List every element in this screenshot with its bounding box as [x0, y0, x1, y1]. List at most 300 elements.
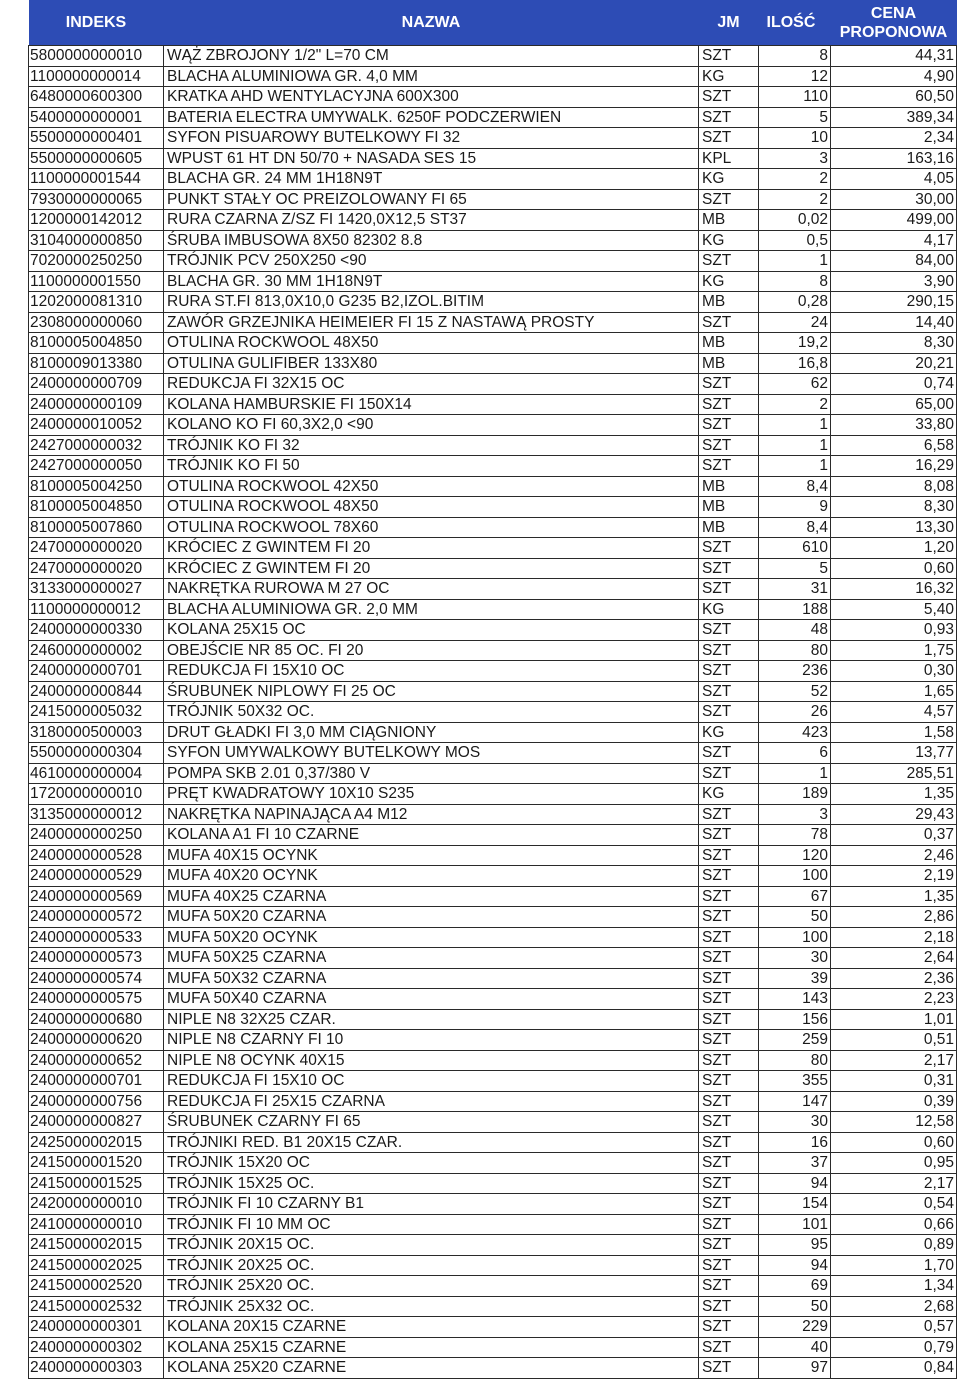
cell-price: 2,68	[831, 1296, 957, 1317]
cell-price: 0,84	[831, 1358, 957, 1379]
table-row	[29, 1276, 957, 1297]
table-row	[29, 312, 957, 333]
cell-index: 2400000000844	[29, 681, 164, 702]
cell-unit: SZT	[699, 866, 759, 887]
cell-unit: SZT	[699, 1091, 759, 1112]
cell-name: REDUKCJA FI 25X15 CZARNA	[164, 1091, 699, 1112]
cell-quantity: 188	[759, 599, 831, 620]
header-price	[831, 0, 957, 46]
cell-quantity: 80	[759, 640, 831, 661]
table-row	[29, 271, 957, 292]
cell-name: MUFA 40X15 OCYNK	[164, 845, 699, 866]
cell-name: KOLANA 20X15 CZARNE	[164, 1317, 699, 1338]
cell-price: 499,00	[831, 210, 957, 231]
cell-unit: SZT	[699, 1276, 759, 1297]
cell-name: OTULINA ROCKWOOL 78X60	[164, 517, 699, 538]
table-header	[29, 0, 957, 46]
cell-index: 1100000001544	[29, 169, 164, 190]
cell-quantity: 19,2	[759, 333, 831, 354]
cell-index: 2400000000573	[29, 948, 164, 969]
cell-price: 8,30	[831, 333, 957, 354]
table-row	[29, 886, 957, 907]
cell-price: 2,36	[831, 968, 957, 989]
cell-name: KOLANA HAMBURSKIE FI 150X14	[164, 394, 699, 415]
cell-quantity: 31	[759, 579, 831, 600]
cell-quantity: 24	[759, 312, 831, 333]
table-row	[29, 1050, 957, 1071]
table-row	[29, 743, 957, 764]
cell-name: OTULINA ROCKWOOL 42X50	[164, 476, 699, 497]
cell-quantity: 120	[759, 845, 831, 866]
cell-unit: SZT	[699, 1194, 759, 1215]
table-row	[29, 640, 957, 661]
cell-unit: SZT	[699, 845, 759, 866]
cell-index: 2400000000569	[29, 886, 164, 907]
table-row	[29, 968, 957, 989]
table-row	[29, 825, 957, 846]
cell-price: 65,00	[831, 394, 957, 415]
cell-name: BLACHA ALUMINIOWA GR. 4,0 MM	[164, 66, 699, 87]
cell-index: 2400000000652	[29, 1050, 164, 1071]
cell-name: TRÓJNIK 15X20 OC	[164, 1153, 699, 1174]
cell-price: 44,31	[831, 46, 957, 67]
cell-unit: SZT	[699, 558, 759, 579]
cell-unit: SZT	[699, 1112, 759, 1133]
cell-quantity: 0,28	[759, 292, 831, 313]
cell-index: 2415000002015	[29, 1235, 164, 1256]
cell-unit: SZT	[699, 394, 759, 415]
cell-name: MUFA 50X20 OCYNK	[164, 927, 699, 948]
cell-unit: MB	[699, 476, 759, 497]
cell-unit: SZT	[699, 1153, 759, 1174]
cell-price: 0,31	[831, 1071, 957, 1092]
cell-name: ZAWÓR GRZEJNIKA HEIMEIER FI 15 Z NASTAWĄ PROSTY	[164, 312, 699, 333]
cell-name: KOLANA 25X15 CZARNE	[164, 1337, 699, 1358]
cell-index: 5500000000401	[29, 128, 164, 149]
cell-unit: SZT	[699, 456, 759, 477]
cell-unit: SZT	[699, 579, 759, 600]
cell-quantity: 0,02	[759, 210, 831, 231]
cell-index: 1202000081310	[29, 292, 164, 313]
cell-index: 2415000001520	[29, 1153, 164, 1174]
table-row	[29, 1132, 957, 1153]
table-row	[29, 702, 957, 723]
cell-unit: SZT	[699, 948, 759, 969]
cell-quantity: 100	[759, 927, 831, 948]
cell-index: 3135000000012	[29, 804, 164, 825]
cell-index: 2425000002015	[29, 1132, 164, 1153]
cell-name: KOLANO KO FI 60,3X2,0 <90	[164, 415, 699, 436]
cell-unit: KPL	[699, 148, 759, 169]
cell-unit: SZT	[699, 312, 759, 333]
cell-quantity: 39	[759, 968, 831, 989]
table-row	[29, 333, 957, 354]
cell-price: 0,95	[831, 1153, 957, 1174]
cell-price: 0,89	[831, 1235, 957, 1256]
cell-quantity: 3	[759, 148, 831, 169]
cell-name: TRÓJNIK KO FI 32	[164, 435, 699, 456]
cell-index: 2400000000827	[29, 1112, 164, 1133]
cell-quantity: 610	[759, 538, 831, 559]
header-unit: JM	[699, 0, 759, 46]
cell-index: 3104000000850	[29, 230, 164, 251]
cell-quantity: 1	[759, 456, 831, 477]
cell-index: 2400000000533	[29, 927, 164, 948]
table-row	[29, 599, 957, 620]
cell-price: 8,08	[831, 476, 957, 497]
cell-price: 1,35	[831, 784, 957, 805]
cell-quantity: 101	[759, 1214, 831, 1235]
cell-quantity: 229	[759, 1317, 831, 1338]
cell-index: 2427000000032	[29, 435, 164, 456]
cell-quantity: 1	[759, 435, 831, 456]
cell-name: KRÓCIEC Z GWINTEM FI 20	[164, 558, 699, 579]
cell-quantity: 10	[759, 128, 831, 149]
cell-price: 1,75	[831, 640, 957, 661]
cell-quantity: 8,4	[759, 517, 831, 538]
cell-name: DRUT GŁADKI FI 3,0 MM CIĄGNIONY	[164, 722, 699, 743]
cell-quantity: 62	[759, 374, 831, 395]
cell-index: 1100000000014	[29, 66, 164, 87]
cell-name: BLACHA GR. 30 MM 1H18N9T	[164, 271, 699, 292]
cell-quantity: 30	[759, 1112, 831, 1133]
cell-unit: SZT	[699, 1337, 759, 1358]
table-row	[29, 394, 957, 415]
cell-name: REDUKCJA FI 15X10 OC	[164, 1071, 699, 1092]
table-row	[29, 1009, 957, 1030]
cell-quantity: 40	[759, 1337, 831, 1358]
header-row	[29, 0, 957, 46]
cell-quantity: 80	[759, 1050, 831, 1071]
cell-index: 2415000005032	[29, 702, 164, 723]
cell-price: 163,16	[831, 148, 957, 169]
cell-unit: SZT	[699, 743, 759, 764]
cell-unit: MB	[699, 353, 759, 374]
cell-name: OTULINA ROCKWOOL 48X50	[164, 333, 699, 354]
cell-index: 5400000000001	[29, 107, 164, 128]
table-row	[29, 661, 957, 682]
cell-quantity: 16	[759, 1132, 831, 1153]
cell-name: ŚRUBUNEK CZARNY FI 65	[164, 1112, 699, 1133]
cell-name: BATERIA ELECTRA UMYWALK. 6250F PODCZERWIEN	[164, 107, 699, 128]
cell-unit: SZT	[699, 1358, 759, 1379]
cell-quantity: 5	[759, 107, 831, 128]
cell-name: TRÓJNIK PCV 250X250 <90	[164, 251, 699, 272]
cell-unit: SZT	[699, 251, 759, 272]
cell-price: 1,58	[831, 722, 957, 743]
cell-index: 2400000000575	[29, 989, 164, 1010]
cell-price: 0,54	[831, 1194, 957, 1215]
cell-index: 2400000000301	[29, 1317, 164, 1338]
cell-price: 1,70	[831, 1255, 957, 1276]
cell-quantity: 12	[759, 66, 831, 87]
cell-index: 2400000000330	[29, 620, 164, 641]
cell-unit: SZT	[699, 1235, 759, 1256]
cell-price: 4,57	[831, 702, 957, 723]
cell-price: 2,46	[831, 845, 957, 866]
cell-quantity: 52	[759, 681, 831, 702]
cell-price: 1,20	[831, 538, 957, 559]
cell-index: 6480000600300	[29, 87, 164, 108]
cell-unit: KG	[699, 271, 759, 292]
cell-index: 8100005004850	[29, 497, 164, 518]
cell-unit: SZT	[699, 681, 759, 702]
header-index: INDEKS	[29, 0, 164, 46]
cell-unit: SZT	[699, 763, 759, 784]
cell-index: 8100005004250	[29, 476, 164, 497]
table-row	[29, 907, 957, 928]
cell-unit: SZT	[699, 825, 759, 846]
table-body	[29, 46, 957, 1379]
cell-index: 2400000000620	[29, 1030, 164, 1051]
cell-quantity: 67	[759, 886, 831, 907]
cell-index: 1100000001550	[29, 271, 164, 292]
cell-quantity: 78	[759, 825, 831, 846]
cell-name: REDUKCJA FI 32X15 OC	[164, 374, 699, 395]
cell-unit: SZT	[699, 46, 759, 67]
cell-quantity: 69	[759, 1276, 831, 1297]
cell-price: 2,34	[831, 128, 957, 149]
cell-name: NIPLE N8 OCYNK 40X15	[164, 1050, 699, 1071]
cell-price: 2,23	[831, 989, 957, 1010]
cell-name: TRÓJNIK 25X20 OC.	[164, 1276, 699, 1297]
cell-name: RURA CZARNA Z/SZ FI 1420,0X12,5 ST37	[164, 210, 699, 231]
cell-unit: SZT	[699, 989, 759, 1010]
cell-name: MUFA 50X40 CZARNA	[164, 989, 699, 1010]
cell-unit: SZT	[699, 435, 759, 456]
cell-unit: SZT	[699, 804, 759, 825]
cell-quantity: 94	[759, 1173, 831, 1194]
cell-price: 389,34	[831, 107, 957, 128]
cell-price: 4,17	[831, 230, 957, 251]
cell-name: MUFA 40X20 OCYNK	[164, 866, 699, 887]
cell-unit: SZT	[699, 907, 759, 928]
table-row	[29, 46, 957, 67]
cell-name: OTULINA GULIFIBER 133X80	[164, 353, 699, 374]
cell-index: 2470000000020	[29, 538, 164, 559]
cell-index: 2400000000529	[29, 866, 164, 887]
table-row	[29, 456, 957, 477]
cell-quantity: 2	[759, 394, 831, 415]
cell-index: 2400000000303	[29, 1358, 164, 1379]
cell-price: 0,51	[831, 1030, 957, 1051]
cell-quantity: 6	[759, 743, 831, 764]
cell-unit: SZT	[699, 1296, 759, 1317]
cell-index: 2400000000574	[29, 968, 164, 989]
cell-price: 14,40	[831, 312, 957, 333]
cell-index: 8100005007860	[29, 517, 164, 538]
cell-unit: KG	[699, 599, 759, 620]
cell-index: 2400000000109	[29, 394, 164, 415]
table-row	[29, 1173, 957, 1194]
table-row	[29, 1296, 957, 1317]
cell-quantity: 156	[759, 1009, 831, 1030]
cell-index: 8100009013380	[29, 353, 164, 374]
cell-price: 1,65	[831, 681, 957, 702]
cell-price: 0,74	[831, 374, 957, 395]
cell-price: 0,79	[831, 1337, 957, 1358]
cell-unit: SZT	[699, 1255, 759, 1276]
cell-name: NAKRĘTKA NAPINAJĄCA A4 M12	[164, 804, 699, 825]
table-row	[29, 517, 957, 538]
table-row	[29, 66, 957, 87]
cell-name: TRÓJNIK KO FI 50	[164, 456, 699, 477]
header-price-line1: CENA	[870, 4, 917, 22]
cell-name: MUFA 40X25 CZARNA	[164, 886, 699, 907]
cell-unit: SZT	[699, 1071, 759, 1092]
cell-price: 0,66	[831, 1214, 957, 1235]
cell-index: 2410000000010	[29, 1214, 164, 1235]
table-row	[29, 681, 957, 702]
cell-price: 2,18	[831, 927, 957, 948]
cell-quantity: 50	[759, 1296, 831, 1317]
cell-unit: MB	[699, 517, 759, 538]
cell-name: PUNKT STAŁY OC PREIZOLOWANY FI 65	[164, 189, 699, 210]
cell-price: 290,15	[831, 292, 957, 313]
cell-price: 12,58	[831, 1112, 957, 1133]
table-row	[29, 1153, 957, 1174]
cell-name: BLACHA ALUMINIOWA GR. 2,0 MM	[164, 599, 699, 620]
cell-quantity: 97	[759, 1358, 831, 1379]
cell-unit: SZT	[699, 538, 759, 559]
cell-price: 0,30	[831, 661, 957, 682]
cell-quantity: 16,8	[759, 353, 831, 374]
cell-quantity: 3	[759, 804, 831, 825]
cell-price: 0,39	[831, 1091, 957, 1112]
cell-name: TRÓJNIK 20X25 OC.	[164, 1255, 699, 1276]
table-row	[29, 866, 957, 887]
table-row	[29, 292, 957, 313]
cell-name: KRÓCIEC Z GWINTEM FI 20	[164, 538, 699, 559]
table-row	[29, 538, 957, 559]
cell-name: TRÓJNIK FI 10 MM OC	[164, 1214, 699, 1235]
table-row	[29, 374, 957, 395]
cell-unit: MB	[699, 497, 759, 518]
cell-price: 13,30	[831, 517, 957, 538]
cell-quantity: 189	[759, 784, 831, 805]
table-row	[29, 1255, 957, 1276]
cell-quantity: 1	[759, 763, 831, 784]
cell-price: 0,93	[831, 620, 957, 641]
cell-quantity: 110	[759, 87, 831, 108]
cell-unit: SZT	[699, 640, 759, 661]
cell-name: REDUKCJA FI 15X10 OC	[164, 661, 699, 682]
cell-name: NAKRĘTKA RUROWA M 27 OC	[164, 579, 699, 600]
cell-price: 2,19	[831, 866, 957, 887]
cell-unit: MB	[699, 210, 759, 231]
cell-index: 2400000000250	[29, 825, 164, 846]
cell-price: 5,40	[831, 599, 957, 620]
cell-quantity: 2	[759, 169, 831, 190]
cell-price: 84,00	[831, 251, 957, 272]
cell-price: 2,17	[831, 1173, 957, 1194]
table-row	[29, 845, 957, 866]
table-row	[29, 1337, 957, 1358]
cell-unit: KG	[699, 722, 759, 743]
cell-index: 2400000000302	[29, 1337, 164, 1358]
cell-name: KOLANA A1 FI 10 CZARNE	[164, 825, 699, 846]
cell-quantity: 30	[759, 948, 831, 969]
cell-quantity: 1	[759, 251, 831, 272]
cell-index: 2400000000701	[29, 1071, 164, 1092]
table-row	[29, 148, 957, 169]
table-row	[29, 948, 957, 969]
header-quantity: ILOŚĆ	[759, 0, 831, 46]
cell-quantity: 8,4	[759, 476, 831, 497]
cell-unit: SZT	[699, 128, 759, 149]
cell-quantity: 423	[759, 722, 831, 743]
table-row	[29, 1112, 957, 1133]
table-row	[29, 435, 957, 456]
cell-index: 1200000142012	[29, 210, 164, 231]
table-row	[29, 763, 957, 784]
table-row	[29, 804, 957, 825]
cell-index: 2400000000572	[29, 907, 164, 928]
cell-name: ŚRUBUNEK NIPLOWY FI 25 OC	[164, 681, 699, 702]
cell-index: 2308000000060	[29, 312, 164, 333]
cell-name: PRĘT KWADRATOWY 10X10 S235	[164, 784, 699, 805]
cell-price: 4,05	[831, 169, 957, 190]
table-row	[29, 497, 957, 518]
cell-quantity: 50	[759, 907, 831, 928]
cell-name: NIPLE N8 CZARNY FI 10	[164, 1030, 699, 1051]
table-row	[29, 230, 957, 251]
cell-index: 2420000000010	[29, 1194, 164, 1215]
table-row	[29, 189, 957, 210]
cell-name: POMPA SKB 2.01 0,37/380 V	[164, 763, 699, 784]
cell-unit: SZT	[699, 1050, 759, 1071]
cell-price: 3,90	[831, 271, 957, 292]
cell-unit: SZT	[699, 1009, 759, 1030]
table-row	[29, 1214, 957, 1235]
cell-name: RURA ST.FI 813,0X10,0 G235 B2,IZOL.BITIM	[164, 292, 699, 313]
cell-price: 0,37	[831, 825, 957, 846]
cell-quantity: 37	[759, 1153, 831, 1174]
cell-price: 0,60	[831, 558, 957, 579]
cell-name: KRATKA AHD WENTYLACYJNA 600X300	[164, 87, 699, 108]
cell-name: WĄŻ ZBROJONY 1/2" L=70 CM	[164, 46, 699, 67]
cell-unit: SZT	[699, 620, 759, 641]
table-row	[29, 169, 957, 190]
cell-unit: SZT	[699, 1030, 759, 1051]
table-row	[29, 87, 957, 108]
cell-name: TRÓJNIK FI 10 CZARNY B1	[164, 1194, 699, 1215]
cell-unit: SZT	[699, 374, 759, 395]
cell-name: TRÓJNIK 20X15 OC.	[164, 1235, 699, 1256]
cell-price: 16,32	[831, 579, 957, 600]
cell-quantity: 8	[759, 46, 831, 67]
table-row	[29, 784, 957, 805]
cell-price: 60,50	[831, 87, 957, 108]
cell-unit: SZT	[699, 886, 759, 907]
cell-unit: SZT	[699, 107, 759, 128]
table-row	[29, 210, 957, 231]
cell-quantity: 2	[759, 189, 831, 210]
cell-price: 33,80	[831, 415, 957, 436]
cell-index: 2470000000020	[29, 558, 164, 579]
cell-name: NIPLE N8 32X25 CZAR.	[164, 1009, 699, 1030]
cell-price: 20,21	[831, 353, 957, 374]
cell-price: 16,29	[831, 456, 957, 477]
cell-index: 1720000000010	[29, 784, 164, 805]
cell-unit: SZT	[699, 927, 759, 948]
cell-name: BLACHA GR. 24 MM 1H18N9T	[164, 169, 699, 190]
cell-name: SYFON UMYWALKOWY BUTELKOWY MOS	[164, 743, 699, 764]
cell-index: 3180000500003	[29, 722, 164, 743]
table-row	[29, 1317, 957, 1338]
cell-quantity: 95	[759, 1235, 831, 1256]
cell-price: 29,43	[831, 804, 957, 825]
